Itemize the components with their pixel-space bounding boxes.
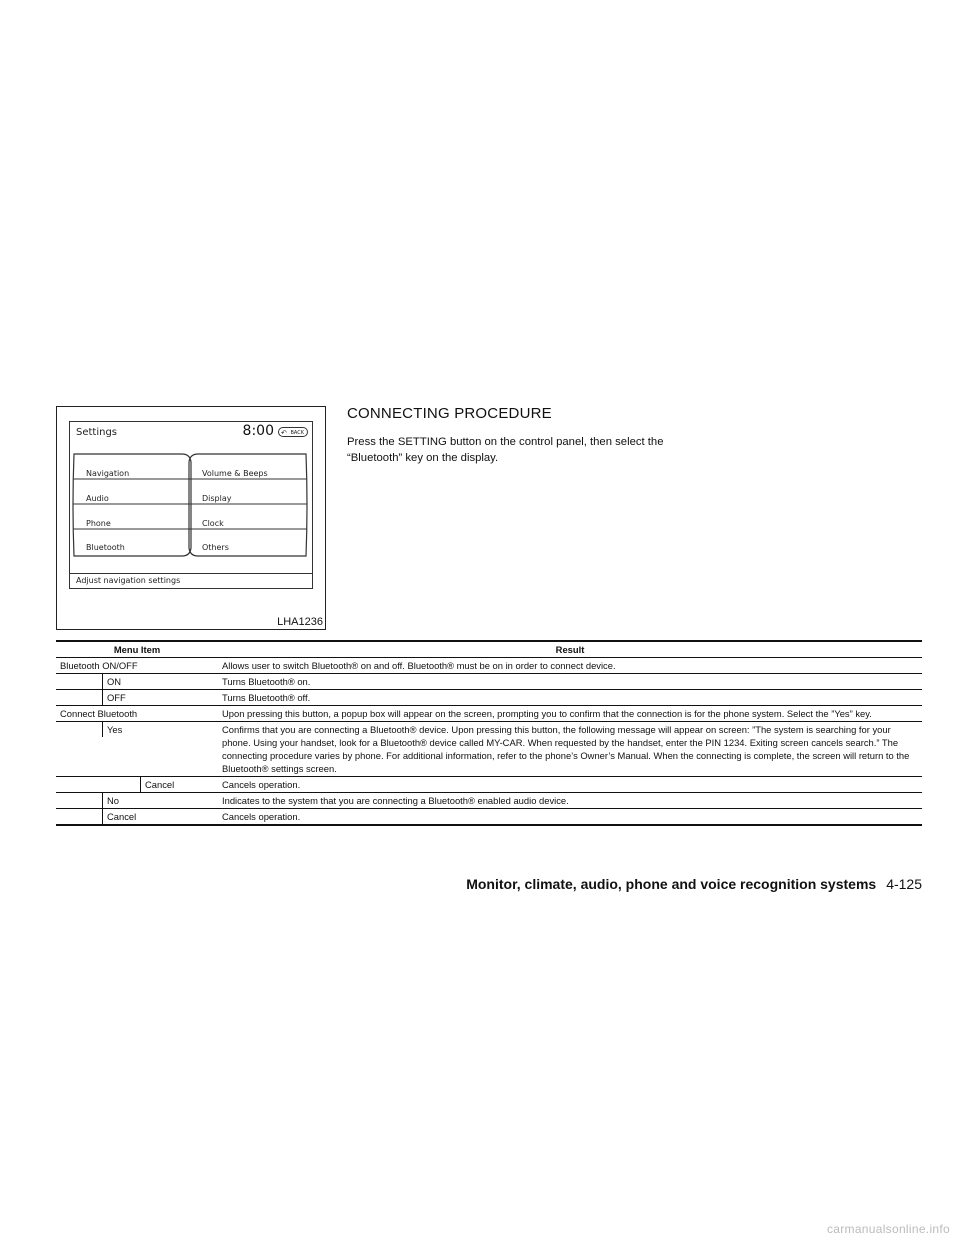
row-result: Confirms that you are connecting a Bluetooth® device. Upon pressing this button, the following message will appear on screen: ”The system is searching for your phone. Using your handset, look for a Bluetooth® device called MY-CAR. When requested by the handset, enter the PIN 1234. Exiting screen cancels search.” The connecting procedure varies by phone. For additional information, refer to the phone’s Owner’s Manual. When the connecting is complete, the screen will return to the Bluetooth® settings screen. <box>218 722 922 777</box>
row-item-cell <box>56 809 218 826</box>
row-item-cell <box>56 674 218 690</box>
section-body: Press the SETTING button on the control panel, then select the “Bluetooth” key on the display. <box>347 436 664 464</box>
row-item-cell <box>56 777 218 793</box>
menu-item-volume-beeps[interactable]: Volume & Beeps <box>202 469 268 478</box>
table-row <box>56 777 922 793</box>
menu-item-bluetooth[interactable]: Bluetooth <box>86 543 125 552</box>
page-footer <box>466 876 922 892</box>
menu-item-phone[interactable]: Phone <box>86 519 111 528</box>
menu-item-display[interactable]: Display <box>202 494 232 503</box>
watermark: carmanualsonline.info <box>826 1222 950 1236</box>
page-number: 4-125 <box>886 876 922 892</box>
table-row <box>56 722 922 777</box>
table-row <box>56 809 922 826</box>
settings-screen-figure <box>56 406 326 630</box>
row-result: Indicates to the system that you are connecting a Bluetooth® enabled audio device. <box>218 793 922 809</box>
row-item: No <box>102 793 214 808</box>
table-row <box>56 706 922 722</box>
settings-screen <box>69 421 313 589</box>
table-row <box>56 658 922 674</box>
menu-panel-outline <box>70 444 311 574</box>
row-item-cell <box>56 690 218 706</box>
menu-item-audio[interactable]: Audio <box>86 494 109 503</box>
table-row <box>56 674 922 690</box>
table-header-row <box>56 641 922 658</box>
figure-code: LHA1236 <box>277 616 323 628</box>
section-title: CONNECTING PROCEDURE <box>347 405 552 422</box>
menu-item-navigation[interactable]: Navigation <box>86 469 130 478</box>
menu-item-clock[interactable]: Clock <box>202 519 224 528</box>
row-item: Cancel <box>102 809 214 824</box>
footer-section-title: Monitor, climate, audio, phone and voice recognition systems <box>466 876 877 892</box>
row-item: Yes <box>102 722 214 737</box>
row-item: ON <box>102 674 214 689</box>
screen-title: Settings <box>76 427 118 438</box>
row-item: Cancel <box>140 777 214 792</box>
back-button[interactable] <box>278 427 308 437</box>
row-result: Cancels operation. <box>218 809 922 826</box>
row-item: Bluetooth ON/OFF <box>56 658 218 674</box>
row-item-cell <box>56 793 218 809</box>
table-row <box>56 690 922 706</box>
table-header-menu-item: Menu Item <box>56 641 218 658</box>
table-row <box>56 793 922 809</box>
screen-header <box>70 422 312 444</box>
row-item: OFF <box>102 690 214 705</box>
row-item: Connect Bluetooth <box>56 706 218 722</box>
back-label: BACK <box>290 430 304 436</box>
row-result: Allows user to switch Bluetooth® on and off. Bluetooth® must be on in order to connect device. <box>218 658 922 674</box>
row-result: Cancels operation. <box>218 777 922 793</box>
row-result: Upon pressing this button, a popup box will appear on the screen, prompting you to confirm that the connection is for the phone system. Select the ”Yes” key. <box>218 706 922 722</box>
menu-item-others[interactable]: Others <box>202 543 229 552</box>
back-arrow-icon: ↶ <box>281 429 287 437</box>
row-result: Turns Bluetooth® off. <box>218 690 922 706</box>
menu-result-table <box>56 640 922 826</box>
row-result: Turns Bluetooth® on. <box>218 674 922 690</box>
screen-status-bar: Adjust navigation settings <box>70 573 312 588</box>
row-item-cell <box>56 722 218 777</box>
table-header-result: Result <box>218 641 922 658</box>
screen-clock: 8:00 <box>242 423 274 439</box>
